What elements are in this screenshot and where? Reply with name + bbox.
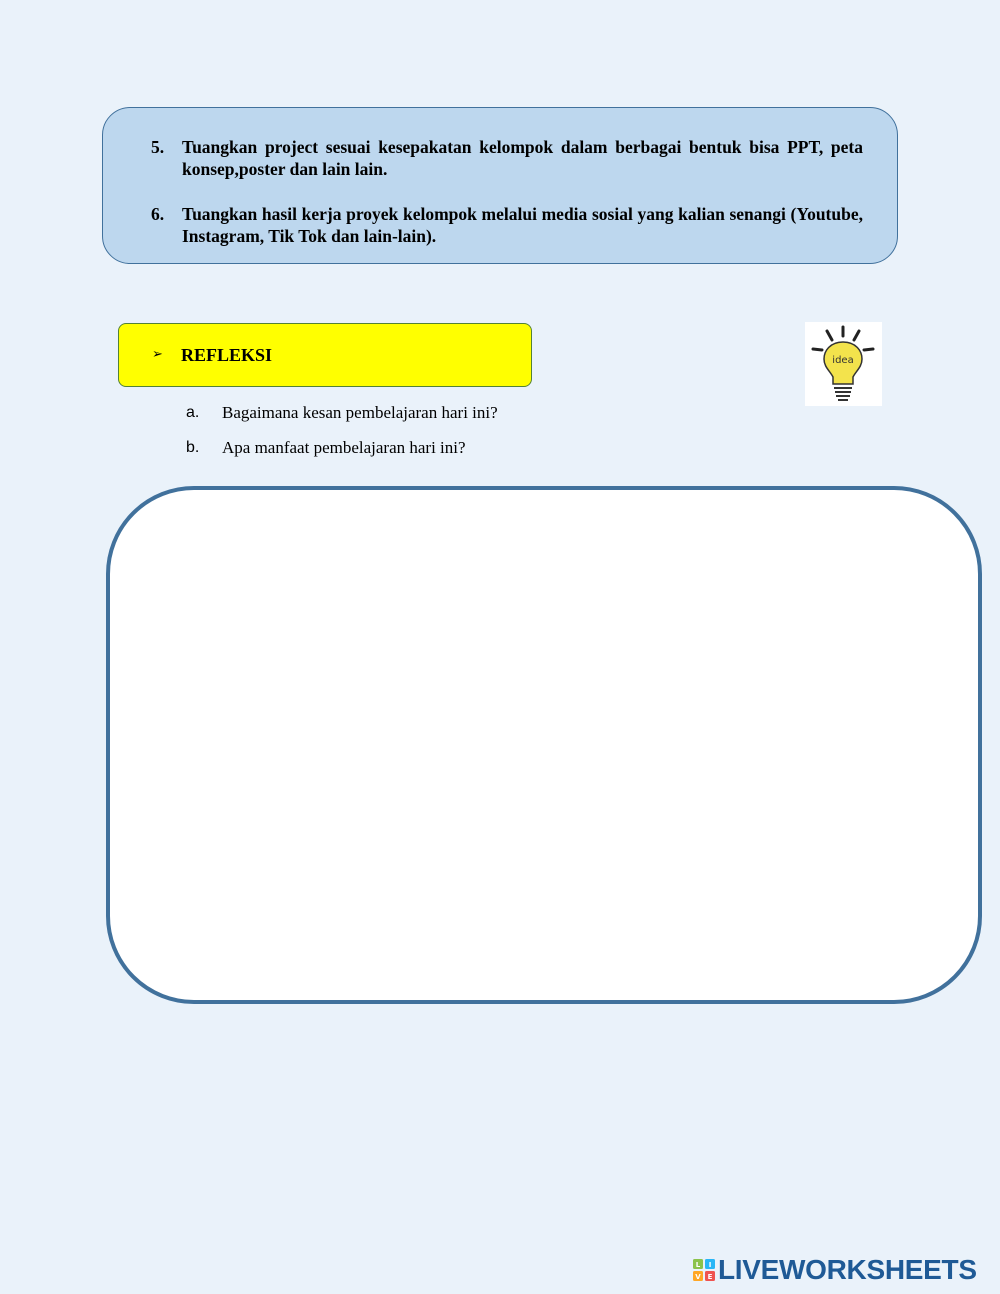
instruction-step-5 bbox=[151, 136, 863, 180]
logo-grid-icon bbox=[693, 1259, 715, 1281]
svg-text:V: V bbox=[695, 1273, 701, 1281]
instruction-step-6 bbox=[151, 203, 863, 247]
question-a bbox=[186, 403, 498, 423]
step-text: Tuangkan hasil kerja proyek kelompok melalui media sosial yang kalian senangi (Youtube, Instagram, Tik Tok dan lain-lain). bbox=[182, 204, 863, 246]
svg-text:I: I bbox=[708, 1261, 712, 1269]
instructions-box bbox=[102, 107, 898, 264]
liveworksheets-logo bbox=[693, 1255, 977, 1285]
step-text: Tuangkan project sesuai kesepakatan kelompok dalam berbagai bentuk bisa PPT, peta konsep,poster dan lain lain. bbox=[182, 137, 863, 179]
svg-text:L: L bbox=[695, 1261, 701, 1269]
question-text: Bagaimana kesan pembelajaran hari ini? bbox=[222, 403, 498, 422]
question-label: a. bbox=[186, 404, 200, 421]
idea-label: idea bbox=[832, 355, 854, 366]
question-text: Apa manfaat pembelajaran hari ini? bbox=[222, 438, 466, 457]
step-number: 5. bbox=[151, 137, 165, 157]
lightbulb-icon bbox=[805, 322, 882, 406]
svg-text:E: E bbox=[707, 1273, 713, 1281]
logo-text: LIVEWORKSHEETS bbox=[718, 1254, 977, 1285]
refleksi-header bbox=[118, 323, 532, 387]
section-title: REFLEKSI bbox=[181, 345, 273, 365]
question-b bbox=[186, 438, 466, 458]
answer-box[interactable] bbox=[106, 486, 982, 1004]
idea-image bbox=[805, 322, 882, 406]
question-label: b. bbox=[186, 439, 200, 456]
step-number: 6. bbox=[151, 204, 165, 224]
arrow-bullet-icon: ➢ bbox=[152, 347, 163, 362]
